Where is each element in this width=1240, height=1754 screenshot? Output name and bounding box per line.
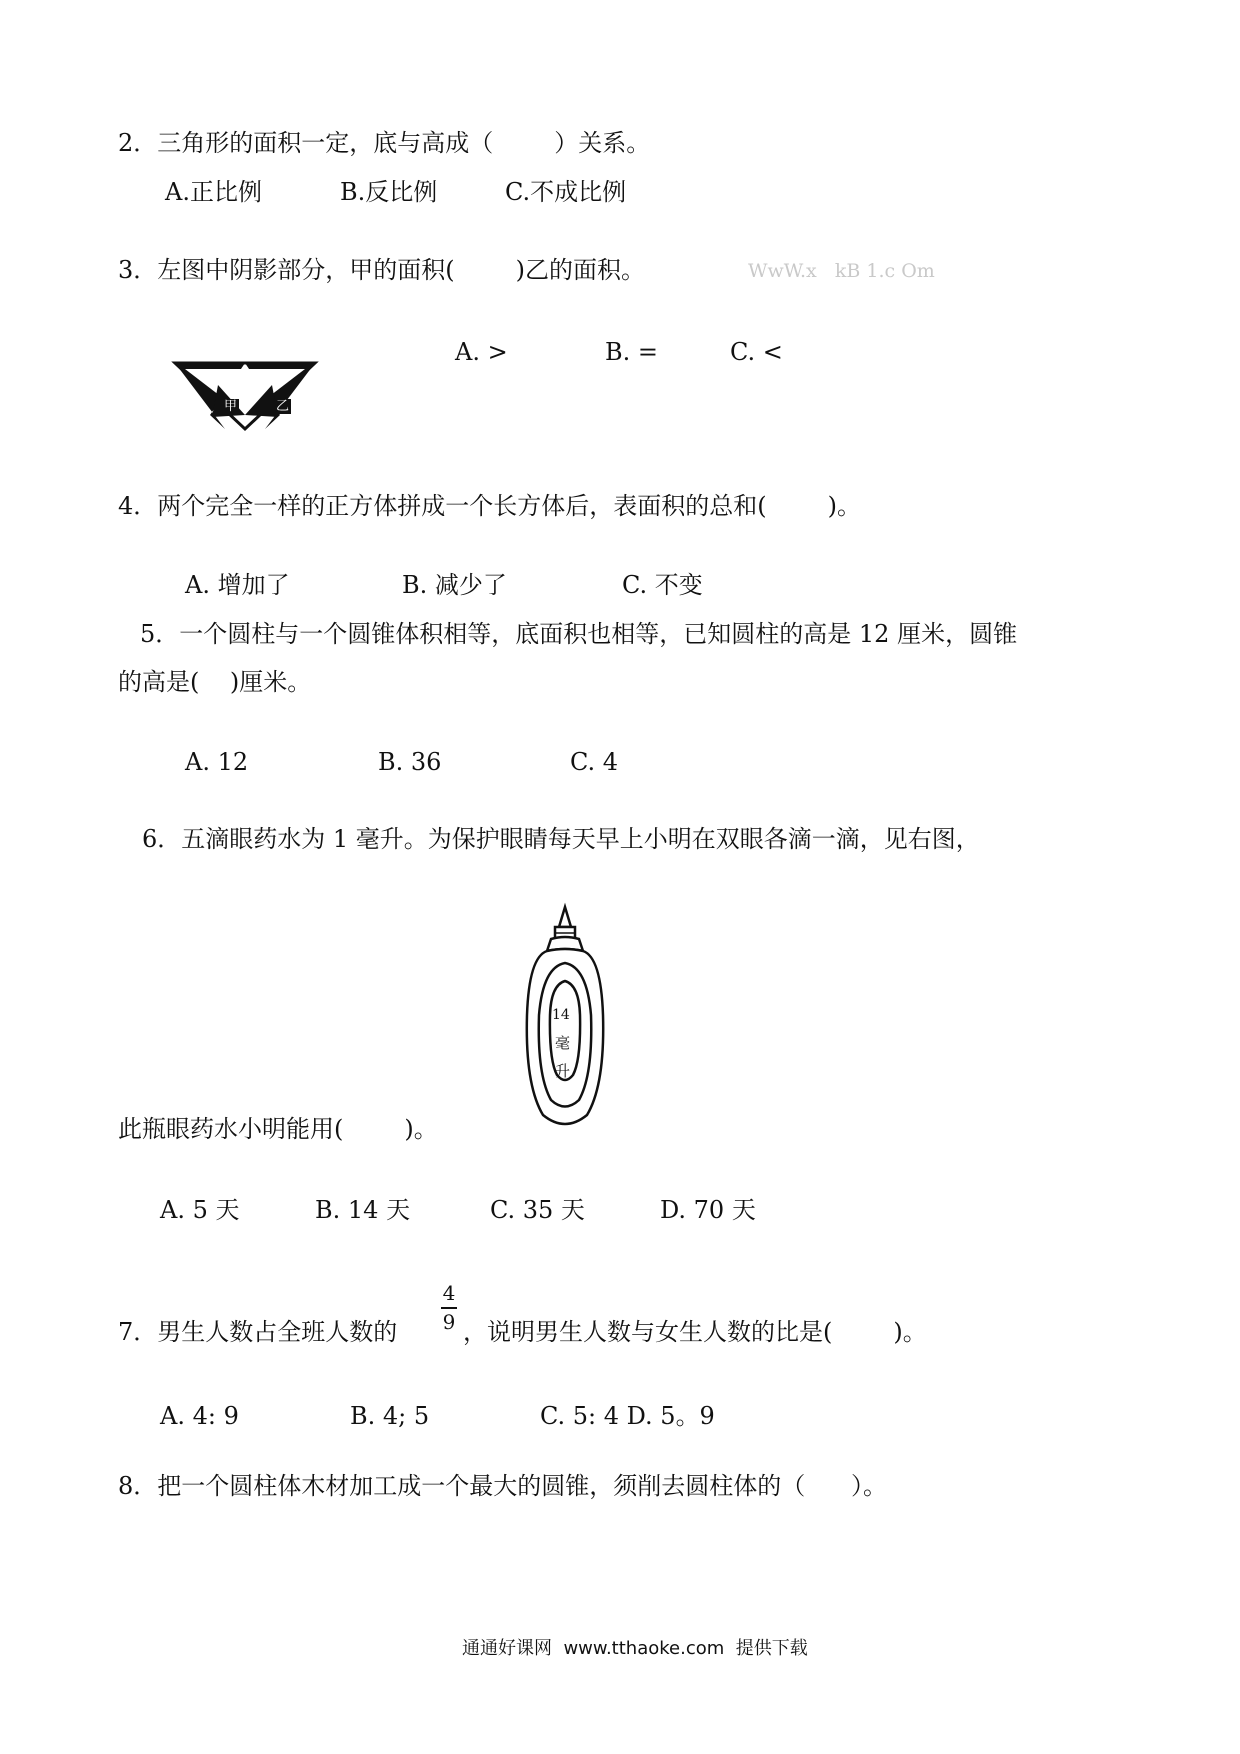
q7-option-c-d: C. 5: 4 D. 5。9 bbox=[540, 1402, 715, 1430]
figure-label-yi: 乙 bbox=[276, 399, 290, 414]
q4-stem: 4．两个完全一样的正方体拼成一个长方体后，表面积的总和( )。 bbox=[118, 492, 862, 520]
q2-option-c: C.不成比例 bbox=[505, 178, 627, 206]
q5-option-a: A. 12 bbox=[185, 748, 249, 776]
q6-option-d: D. 70 天 bbox=[660, 1196, 756, 1224]
fraction-denominator: 9 bbox=[442, 1310, 456, 1334]
q6-stem-line2: 此瓶眼药水小明能用( )。 bbox=[118, 1115, 438, 1143]
q6-option-b: B. 14 天 bbox=[315, 1196, 411, 1224]
bottle-label-number: 14 bbox=[552, 1007, 570, 1023]
q7-option-a: A. 4: 9 bbox=[160, 1402, 239, 1430]
q7-option-b: B. 4; 5 bbox=[350, 1402, 430, 1430]
bottle-label-sheng: 升 bbox=[555, 1062, 571, 1080]
q5-option-b: B. 36 bbox=[378, 748, 442, 776]
q7-stem-before: 7．男生人数占全班人数的 bbox=[118, 1318, 398, 1346]
q2-option-a: A.正比例 bbox=[165, 178, 262, 206]
q8-stem: 8．把一个圆柱体木材加工成一个最大的圆锥，须削去圆柱体的（ ）。 bbox=[118, 1472, 888, 1500]
q6-stem-line1: 6．五滴眼药水为 1 毫升。为保护眼睛每天早上小明在双眼各滴一滴，见右图， bbox=[142, 825, 980, 853]
fraction-bar bbox=[441, 1307, 457, 1309]
q5-stem-line2: 的高是( )厘米。 bbox=[118, 668, 312, 696]
watermark-text: WwW.x kB 1.c Om bbox=[748, 260, 935, 282]
figure-label-jia: 甲 bbox=[224, 399, 238, 414]
q3-option-a: A. > bbox=[455, 338, 508, 366]
q4-option-a: A. 增加了 bbox=[185, 571, 290, 599]
q3-option-c: C. < bbox=[730, 338, 783, 366]
q2-option-b: B.反比例 bbox=[340, 178, 438, 206]
q3-triangle-figure bbox=[170, 355, 320, 435]
bottle-label-hao: 毫 bbox=[555, 1034, 571, 1052]
q5-stem-line1: 5．一个圆柱与一个圆锥体积相等，底面积也相等，已知圆柱的高是 12 厘米，圆锥 bbox=[140, 620, 1018, 648]
fraction-numerator: 4 bbox=[442, 1281, 456, 1305]
q4-option-b: B. 减少了 bbox=[402, 571, 507, 599]
q6-option-a: A. 5 天 bbox=[160, 1196, 240, 1224]
q7-stem-after: ，说明男生人数与女生人数的比是( )。 bbox=[463, 1318, 927, 1346]
q6-option-c: C. 35 天 bbox=[490, 1196, 585, 1224]
q5-option-c: C. 4 bbox=[570, 748, 619, 776]
page-footer: 通通好课网 www.tthaoke.com 提供下载 bbox=[462, 1638, 808, 1659]
q3-option-b: B. = bbox=[605, 338, 659, 366]
q4-option-c: C. 不变 bbox=[622, 571, 703, 599]
q3-stem: 3．左图中阴影部分，甲的面积( )乙的面积。 bbox=[118, 256, 646, 284]
q2-stem: 2．三角形的面积一定，底与高成（ ）关系。 bbox=[118, 129, 651, 157]
